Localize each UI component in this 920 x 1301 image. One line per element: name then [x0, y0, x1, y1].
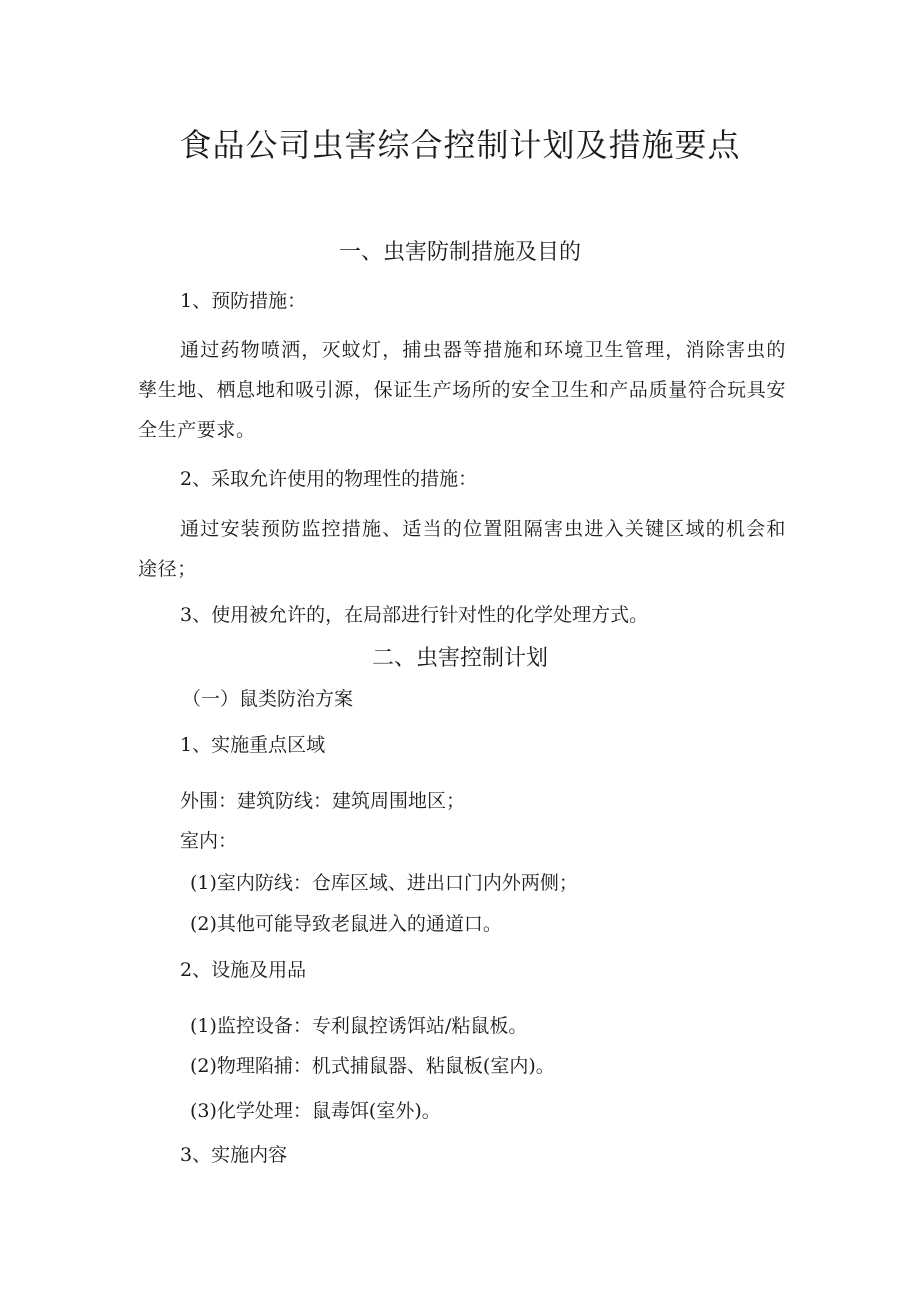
point-1-key-areas: 1、实施重点区域: [180, 734, 326, 756]
subsection-rodent-plan: （一）鼠类防治方案: [182, 688, 354, 710]
item-1-paragraph: 通过药物喷洒，灭蚊灯，捕虫器等措施和环境卫生管理，消除害虫的孳生地、栖息地和吸引源，保证生产场所的安全卫生和产品质量符合玩具安全生产要求。: [138, 339, 786, 441]
document-title: 食品公司虫害综合控制计划及措施要点: [179, 126, 741, 164]
point-3-content: 3、实施内容: [180, 1144, 288, 1166]
indoor-item-1: (1)室内防线：仓库区域、进出口门内外两侧；: [190, 872, 578, 894]
item-1-label: 1、预防措施：: [180, 290, 307, 312]
item-2-label: 2、采取允许使用的物理性的措施：: [180, 468, 478, 490]
equipment-item-3: (3)化学处理：鼠毒饵(室外)。: [190, 1100, 441, 1122]
indoor-label: 室内：: [180, 830, 238, 852]
item-2-paragraph: 通过安装预防监控措施、适当的位置阻隔害虫进入关键区域的机会和途径；: [138, 518, 786, 580]
equipment-item-1: (1)监控设备：专利鼠控诱饵站/粘鼠板。: [190, 1015, 528, 1037]
point-2-equipment: 2、设施及用品: [180, 959, 307, 981]
item-3-text: 3、使用被允许的，在局部进行针对性的化学处理方式。: [180, 604, 649, 626]
indoor-item-2: (2)其他可能导致老鼠进入的通道口。: [190, 913, 502, 935]
equipment-item-2: (2)物理陷捕：机式捕鼠器、粘鼠板(室内)。: [190, 1055, 555, 1077]
section-heading-2: 二、虫害控制计划: [371, 646, 548, 671]
section-heading-1: 一、虫害防制措施及目的: [338, 240, 581, 265]
outer-defense-line: 外围：建筑防线：建筑周围地区；: [180, 790, 466, 812]
